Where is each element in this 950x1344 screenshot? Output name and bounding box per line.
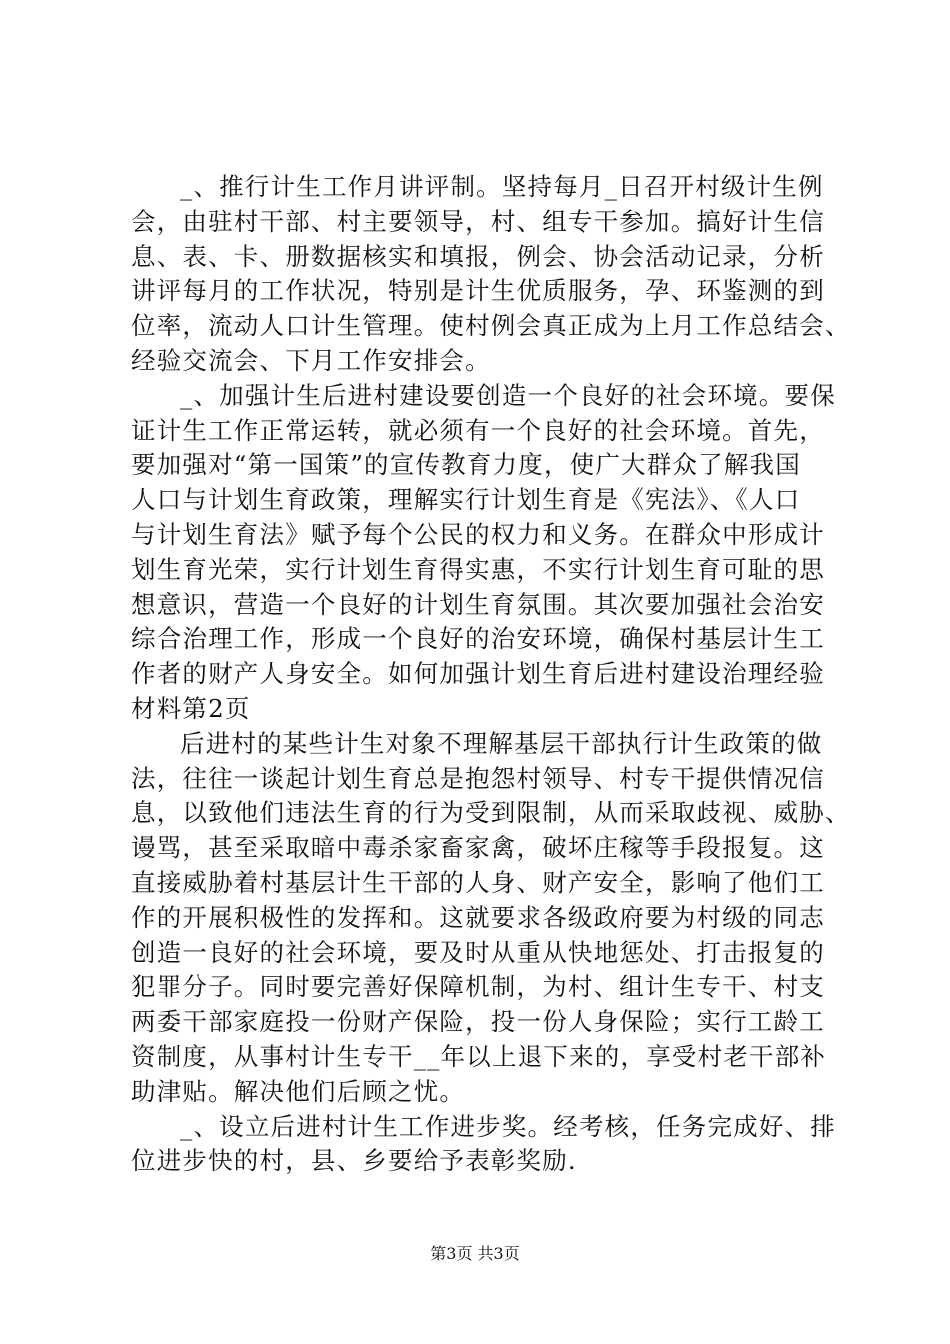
paragraph-line: 材料第2页: [131, 693, 251, 723]
paragraph-line: 作者的财产人身安全。如何加强计划生育后进村建设治理经验: [131, 659, 825, 689]
paragraph-line: _、推行计生工作月讲评制。坚持每月_日召开村级计生例: [180, 172, 824, 201]
document-body: [131, 170, 851, 1179]
paragraph-line: 直接威胁着村基层计生干部的人身、财产安全，影响了他们工: [131, 867, 825, 897]
paragraph-line: 息、表、卡、册数据核实和填报，例会、协会活动记录，分析: [131, 241, 825, 271]
paragraph-line: 综合治理工作，形成一个良好的治安环境，确保村基层计生工: [131, 624, 825, 654]
paragraph-line: 作的开展积极性的发挥和。这就要求各级政府要为村级的同志: [131, 902, 825, 932]
paragraph-line: 证计生工作正常运转，就必须有一个良好的社会环境。首先，: [131, 415, 825, 445]
paragraph-line: 法，往往一谈起计划生育总是抱怨村领导、村专干提供情况信: [131, 763, 825, 793]
paragraph-line: 资制度，从事村计生专干__年以上退下来的，享受村老干部补: [131, 1041, 827, 1071]
paragraph-line: _、设立后进村计生工作进步奖。经考核，任务完成好、排: [180, 1111, 836, 1141]
paragraph-line: 要加强对“第一国策”的宣传教育力度，使广大群众了解我国: [131, 450, 801, 480]
paragraph-line: 划生育光荣，实行计划生育得实惠，不实行计划生育可耻的思: [131, 554, 825, 584]
paragraph-line: 想意识，营造一个良好的计划生育氛围。其次要加强社会治安: [131, 589, 825, 619]
paragraph-line: 两委干部家庭投一份财产保险，投一份人身保险；实行工龄工: [131, 1007, 825, 1037]
paragraph-line: 人口与计划生育政策，理解实行计划生育是《宪法》、《人口: [131, 485, 801, 515]
paragraph-line: 位率，流动人口计生管理。使村例会真正成为上月工作总结会、: [131, 311, 851, 341]
paragraph-line: 犯罪分子。同时要完善好保障机制，为村、组计生专干、村支: [131, 972, 825, 1002]
paragraph-line: 与计划生育法》赋予每个公民的权力和义务。在群众中形成计: [131, 519, 825, 549]
paragraph-line: _、加强计生后进村建设要创造一个良好的社会环境。要保: [180, 380, 836, 410]
paragraph-line: 讲评每月的工作状况，特别是计生优质服务，孕、环鉴测的到: [131, 276, 825, 306]
paragraph-line: 经验交流会、下月工作安排会。: [131, 345, 491, 375]
paragraph-line: 后进村的某些计生对象不理解基层干部执行计生政策的做: [180, 728, 823, 758]
paragraph-line: 谩骂，甚至采取暗中毒杀家畜家禽，破坏庄稼等手段报复。这: [131, 833, 825, 863]
paragraph-line: 助津贴。解决他们后顾之忧。: [131, 1076, 466, 1106]
paragraph-line: 会，由驻村干部、村主要领导，村、组专干参加。搞好计生信: [131, 206, 825, 236]
paragraph-line: 息，以致他们违法生育的行为受到限制，从而采取歧视、威胁、: [131, 798, 851, 828]
paragraph-line: 位进步快的村，县、乡要给予表彰奖励.: [131, 1146, 577, 1176]
page-footer: 第3页 共3页: [430, 1244, 520, 1263]
paragraph-line: 创造一良好的社会环境，要及时从重从快地惩处、打击报复的: [131, 937, 825, 967]
